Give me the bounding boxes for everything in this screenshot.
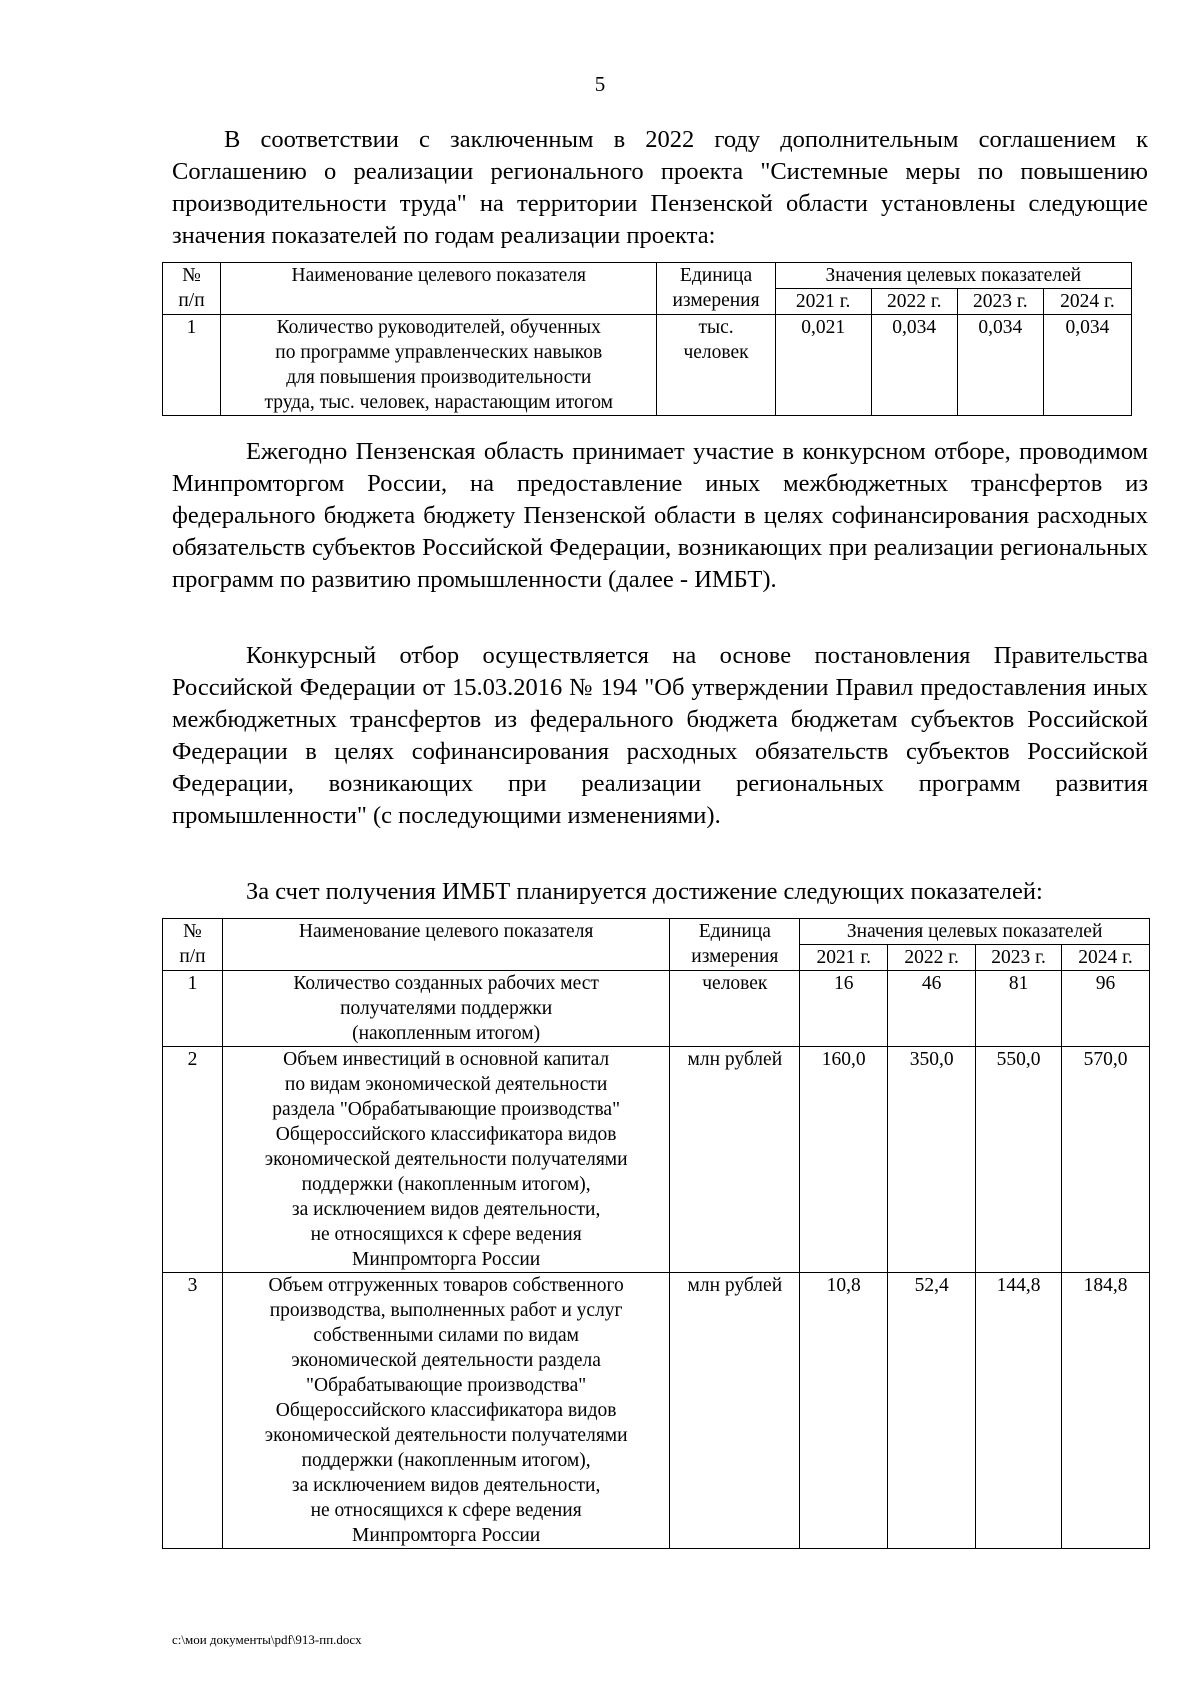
page-number: 5 xyxy=(594,72,606,96)
productivity-indicators-table xyxy=(162,262,1132,416)
row-value: 184,8 xyxy=(1062,1273,1150,1549)
file-path-footer: c:\мои документы\pdf\913-пп.docx xyxy=(172,1632,362,1647)
row-value: 0,034 xyxy=(1043,315,1131,416)
paragraph-imbt-intro-text: За счет получения ИМБТ планируется достижение следующих показателей: xyxy=(246,878,1043,905)
paragraph-competition-text: Ежегодно Пензенская область принимает участие в конкурсном отборе, проводимом Минпромторгом России, на предоставление иных межбюджетных трансфертов из федерального бюджета бюджету Пензенской области в целях софинансирования расходных обязательств субъектов Российской Федерации, возникающих при реализации региональных программ по развитию промышленности (далее - ИМБТ). xyxy=(172,438,1148,593)
header-values: Значения целевых показателей xyxy=(800,919,1150,945)
header-year: 2021 г. xyxy=(775,289,871,315)
header-name: Наименование целевого показателя xyxy=(222,919,669,971)
row-value: 144,8 xyxy=(976,1273,1062,1549)
row-value: 96 xyxy=(1062,971,1150,1047)
header-year: 2024 г. xyxy=(1062,945,1150,971)
row-value: 350,0 xyxy=(888,1047,976,1273)
table-header-row xyxy=(163,919,1150,945)
table-header-row xyxy=(163,263,1132,289)
header-year: 2022 г. xyxy=(888,945,976,971)
table-row xyxy=(163,1273,1150,1549)
paragraph-resolution-text: Конкурсный отбор осуществляется на основе постановления Правительства Российской Федерации от 15.03.2016 № 194 "Об утверждении Правил предоставления иных межбюджетных трансфертов из федерального бюджета бюджетам субъектов Российской Федерации в целях софинансирования расходных обязательств субъектов Российской Федерации, возникающих при реализации региональных программ развития промышленности" (с последующими изменениями). xyxy=(172,642,1148,829)
row-unit: млн рублей xyxy=(670,1047,800,1273)
row-unit: человек xyxy=(670,971,800,1047)
paragraph-agreement-text: В соответствии с заключенным в 2022 году дополнительным соглашением к Соглашению о реализации регионального проекта "Системные меры по повышению производительности труда" на территории Пензенской области установлены следующие значения показателей по годам реализации проекта: xyxy=(172,126,1148,249)
table-row xyxy=(163,315,1132,416)
row-unit: млн рублей xyxy=(670,1273,800,1549)
row-value: 81 xyxy=(976,971,1062,1047)
row-name: Объем инвестиций в основной капитал по видам экономической деятельности раздела "Обрабатывающие производства" Общероссийского классификатора видов экономической деятельности получателями поддержки (накопленным итогом), за исключением видов деятельности, не относящихся к сфере ведения Минпромторга России xyxy=(222,1047,669,1273)
header-unit: Единица измерения xyxy=(670,919,800,971)
header-year: 2024 г. xyxy=(1043,289,1131,315)
header-values: Значения целевых показателей xyxy=(775,263,1131,289)
row-value: 570,0 xyxy=(1062,1047,1150,1273)
paragraph-imbt-intro xyxy=(172,876,1148,908)
row-value: 10,8 xyxy=(800,1273,888,1549)
row-name: Количество руководителей, обученных по программе управленческих навыков для повышения производительности труда, тыс. человек, нарастающим итогом xyxy=(221,315,657,416)
paragraph-agreement xyxy=(172,124,1148,252)
header-name: Наименование целевого показателя xyxy=(221,263,657,315)
paragraph-competition xyxy=(172,436,1148,596)
table-row xyxy=(163,1047,1150,1273)
row-value: 46 xyxy=(888,971,976,1047)
row-value: 0,034 xyxy=(871,315,957,416)
header-year: 2021 г. xyxy=(800,945,888,971)
row-num: 3 xyxy=(163,1273,223,1549)
row-unit: тыс. человек xyxy=(657,315,775,416)
row-value: 0,034 xyxy=(957,315,1043,416)
row-value: 160,0 xyxy=(800,1047,888,1273)
row-num: 1 xyxy=(163,971,223,1047)
row-value: 550,0 xyxy=(976,1047,1062,1273)
row-name: Количество созданных рабочих мест получателями поддержки (накопленным итогом) xyxy=(222,971,669,1047)
header-year: 2022 г. xyxy=(871,289,957,315)
header-year: 2023 г. xyxy=(976,945,1062,971)
header-num: № п/п xyxy=(163,263,221,315)
header-year: 2023 г. xyxy=(957,289,1043,315)
row-value: 0,021 xyxy=(775,315,871,416)
header-unit: Единица измерения xyxy=(657,263,775,315)
row-name: Объем отгруженных товаров собственного производства, выполненных работ и услуг собственными силами по видам экономической деятельности раздела "Обрабатывающие производства" Общероссийского классификатора видов экономической деятельности получателями поддержки (накопленным итогом), за исключением видов деятельности, не относящихся к сфере ведения Минпромторга России xyxy=(222,1273,669,1549)
imbt-indicators-table xyxy=(162,918,1150,1549)
row-num: 2 xyxy=(163,1047,223,1273)
header-num: № п/п xyxy=(163,919,223,971)
paragraph-resolution xyxy=(172,640,1148,832)
table-row xyxy=(163,971,1150,1047)
row-value: 52,4 xyxy=(888,1273,976,1549)
row-num: 1 xyxy=(163,315,221,416)
row-value: 16 xyxy=(800,971,888,1047)
